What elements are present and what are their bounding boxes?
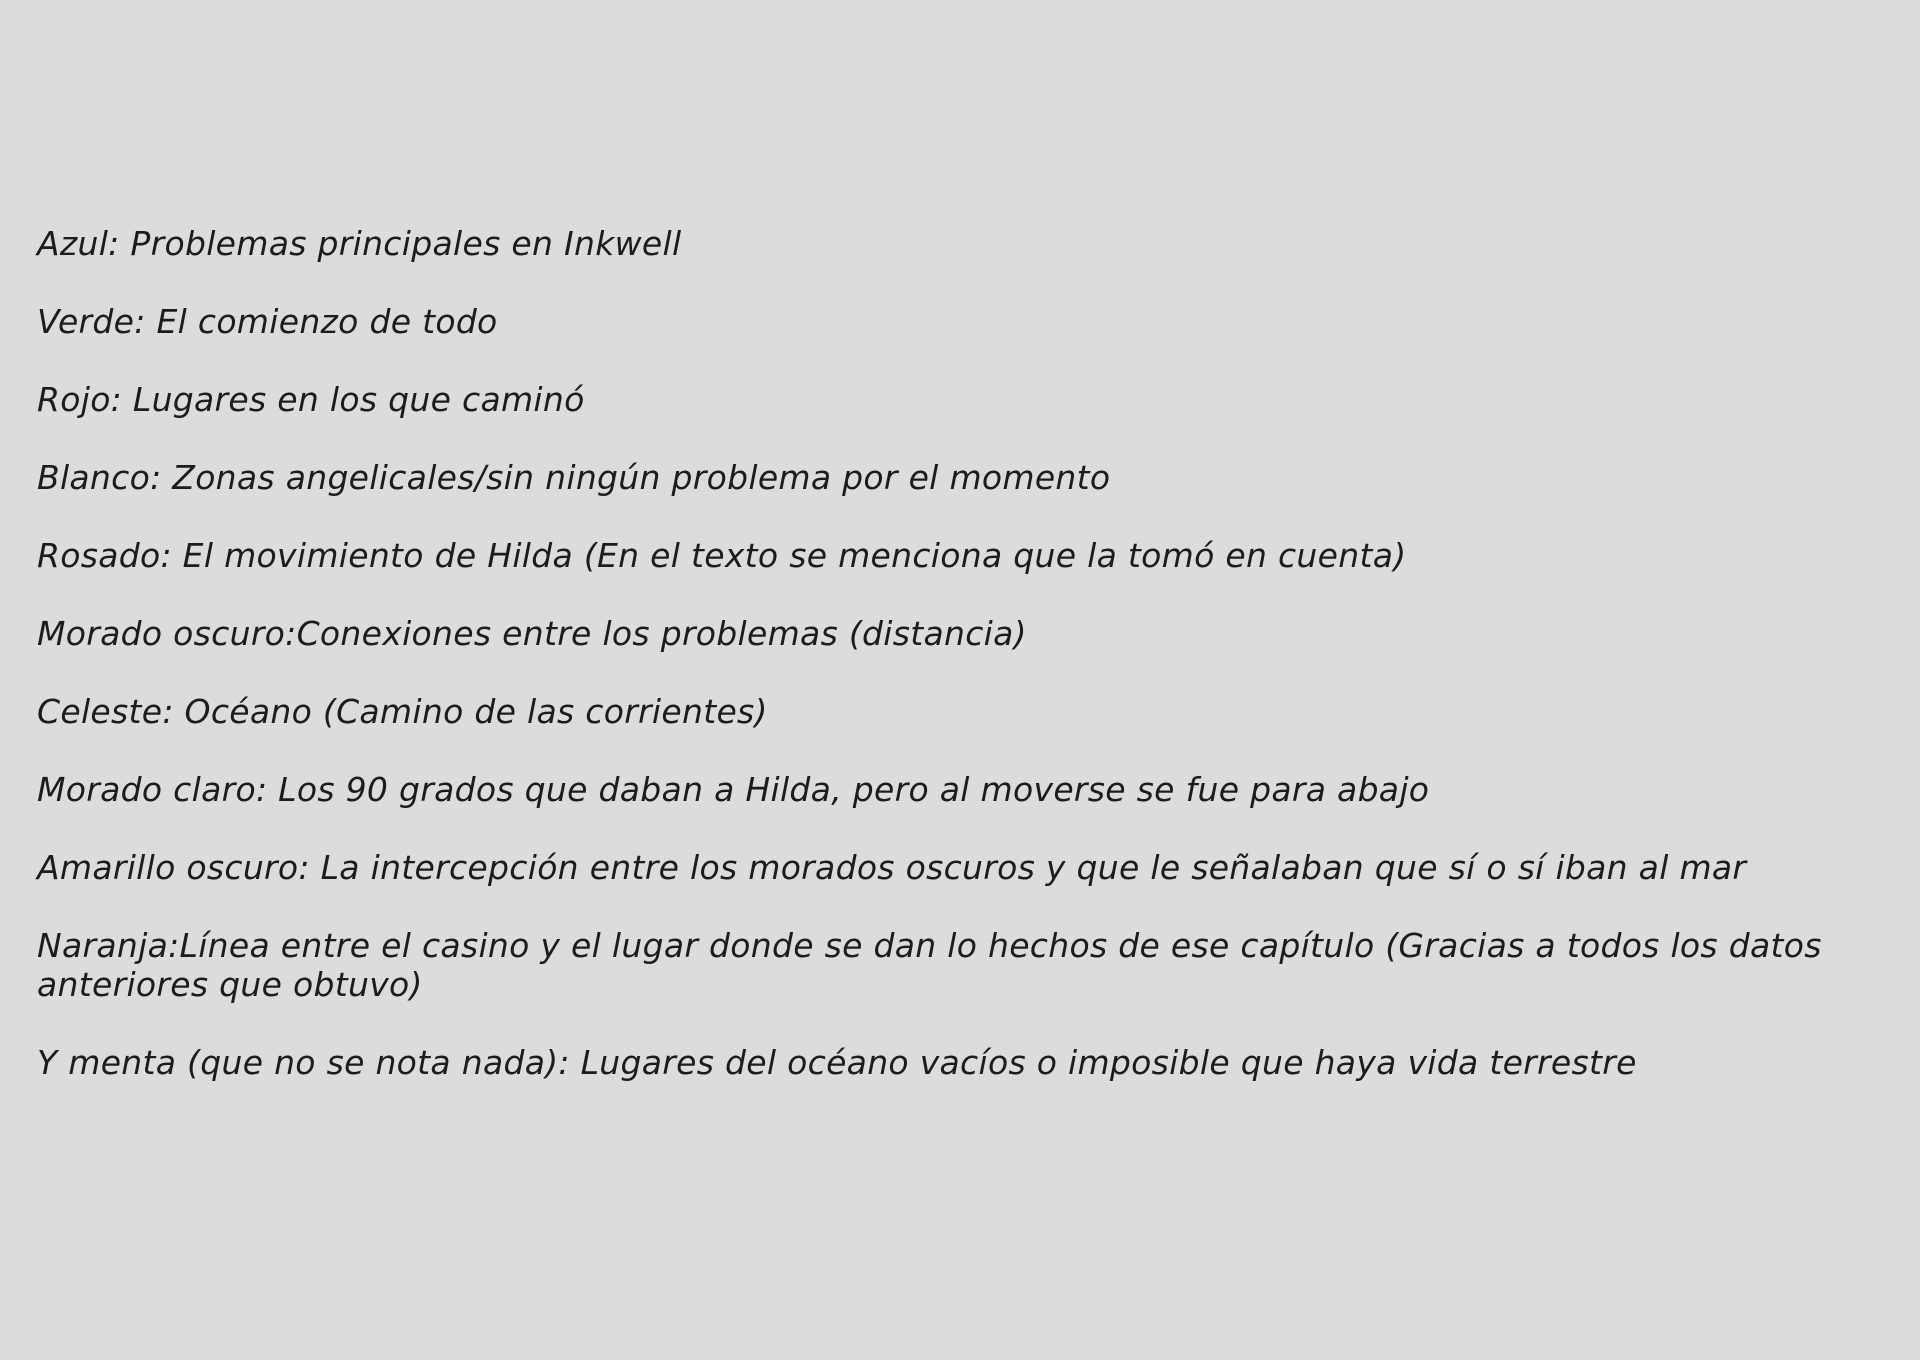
- legend-item-rojo: Rojo: Lugares en los que caminó: [37, 380, 585, 419]
- legend-item-rosado: Rosado: El movimiento de Hilda (En el texto se menciona que la tomó en cuenta): [37, 536, 1407, 575]
- legend-item-morado-oscuro: Morado oscuro:Conexiones entre los problemas (distancia): [37, 614, 1027, 653]
- legend-item-naranja: Naranja:Línea entre el casino y el lugar donde se dan lo hechos de ese capítulo (Gracias a todos los datos anteriores que obtuvo): [37, 926, 1822, 1004]
- legend-item-verde: Verde: El comienzo de todo: [37, 302, 498, 341]
- legend-item-morado-claro: Morado claro: Los 90 grados que daban a Hilda, pero al moverse se fue para abajo: [37, 770, 1430, 809]
- legend-item-celeste: Celeste: Océano (Camino de las corrientes): [37, 692, 768, 731]
- legend-item-azul: Azul: Problemas principales en Inkwell: [37, 224, 682, 263]
- legend-item-menta: Y menta (que no se nota nada): Lugares del océano vacíos o imposible que haya vida terrestre: [37, 1043, 1637, 1082]
- legend-item-blanco: Blanco: Zonas angelicales/sin ningún problema por el momento: [37, 458, 1111, 497]
- color-legend: [37, 224, 1837, 1121]
- legend-item-amarillo-oscuro: Amarillo oscuro: La intercepción entre los morados oscuros y que le señalaban que sí o sí iban al mar: [37, 848, 1747, 887]
